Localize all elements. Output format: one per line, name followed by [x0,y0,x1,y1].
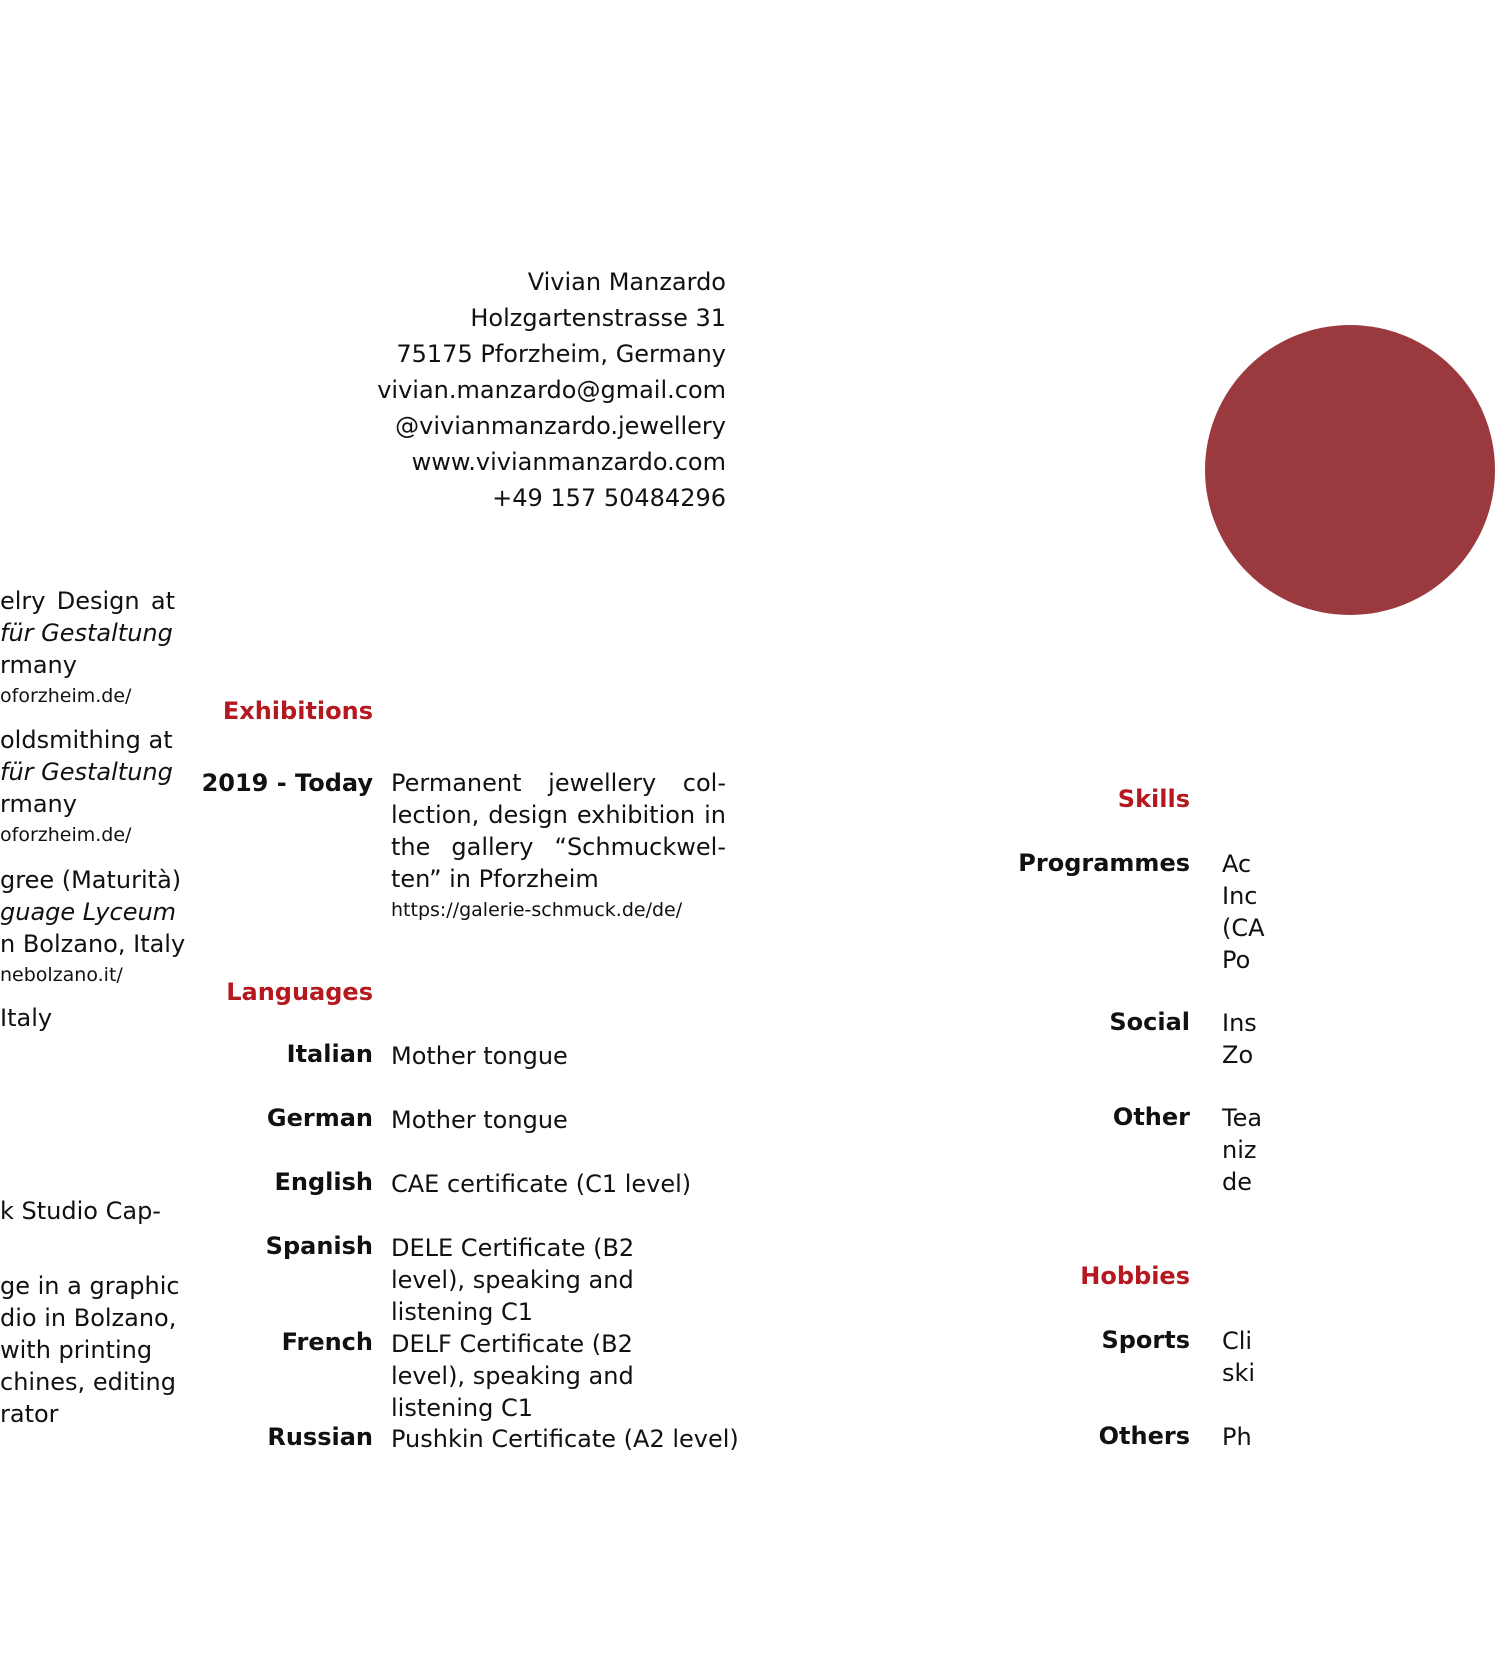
skills-other-line-1: Tea [1222,1104,1263,1132]
education-2-line-1: oldsmithing at [0,726,173,754]
language-english-level: CAE certificate (C1 level) [391,1170,692,1198]
hobbies-others-label: Others [1098,1422,1190,1450]
skills-other-line-3: de [1222,1168,1252,1196]
language-russian-level: Pushkin Certificate (A2 level) [391,1425,739,1453]
hobbies-sports-value [1222,1325,1256,1389]
work-title: k Studio Cap- [0,1197,161,1225]
language-german: German [266,1104,373,1132]
language-italian-level: Mother tongue [391,1042,568,1070]
profile-photo-circle [1205,325,1495,615]
skills-programmes-line-3: (CA [1222,914,1265,942]
skills-social-value [1222,1007,1257,1071]
education-4-line-1: Italy [0,1004,53,1032]
skills-social-line-2: Zo [1222,1041,1254,1069]
education-3-line-2: guage Lyceum [0,898,177,926]
education-fragment-2 [0,724,175,850]
language-italian: Italian [286,1040,373,1068]
skills-social-line-1: Ins [1222,1009,1257,1037]
education-1-line-1: elry Design at [0,587,175,615]
education-fragment-1 [0,585,175,711]
skills-other-label: Other [1112,1103,1190,1131]
contact-street: Holzgartenstrasse 31 [470,304,726,332]
contact-block [377,264,726,516]
exhibition-line-2: lection, design exhibition in [391,801,726,829]
skills-programmes-label: Programmes [1018,849,1190,877]
education-1-url[interactable]: oforzheim.de/ [0,685,132,707]
contact-instagram[interactable]: @vivianmanzardo.jewellery [395,412,726,440]
education-1-line-2: für Gestaltung [0,619,173,647]
education-2-url[interactable]: oforzheim.de/ [0,824,132,846]
language-french: French [281,1328,373,1356]
exhibition-description [391,767,726,925]
hobbies-heading: Hobbies [1080,1262,1190,1290]
contact-website[interactable]: www.vivianmanzardo.com [411,448,726,476]
exhibition-url[interactable]: https://galerie-schmuck.de/de/ [391,899,683,921]
work-description [0,1270,180,1430]
hobbies-sports-line-2: ski [1222,1359,1256,1387]
exhibitions-heading: Exhibitions [222,697,373,725]
skills-other-value [1222,1102,1263,1198]
work-desc-line-4: chines, editing [0,1368,177,1396]
hobbies-others-value [1222,1421,1252,1453]
education-3-url[interactable]: nebolzano.it/ [0,964,123,986]
languages-heading: Languages [226,978,373,1006]
contact-phone: +49 157 50484296 [492,484,726,512]
education-2-line-3: rmany [0,790,77,818]
skills-programmes-line-1: Ac [1222,850,1252,878]
contact-city: 75175 Pforzheim, Germany [396,340,726,368]
work-desc-line-3: with printing [0,1336,153,1364]
contact-name: Vivian Manzardo [527,268,726,296]
exhibition-period: 2019 - Today [201,769,373,797]
education-fragment-3 [0,864,186,990]
language-german-level: Mother tongue [391,1106,568,1134]
work-desc-line-2: dio in Bolzano, [0,1304,177,1332]
hobbies-sports-line-1: Cli [1222,1327,1253,1355]
work-fragment [0,1195,175,1227]
skills-programmes-value [1222,848,1265,976]
education-3-line-1: gree (Maturità) [0,866,182,894]
work-desc-line-1: ge in a graphic [0,1272,180,1300]
contact-email[interactable]: vivian.manzardo@gmail.com [377,376,726,404]
work-desc-line-5: rator [0,1400,59,1428]
education-fragment-4 [0,1002,52,1034]
education-1-line-3: rmany [0,651,77,679]
education-2-line-2: für Gestaltung [0,758,173,786]
skills-heading: Skills [1117,785,1190,813]
hobbies-sports-label: Sports [1101,1326,1190,1354]
exhibition-line-1: Permanent jewellery col- [391,769,726,797]
language-english: English [274,1168,373,1196]
language-russian: Russian [267,1423,373,1451]
exhibition-line-3: the gallery “Schmuckwel- [391,833,726,861]
skills-other-line-2: niz [1222,1136,1257,1164]
language-spanish: Spanish [265,1232,373,1260]
language-spanish-level: DELE Certificate (B2 level), speaking and listening C1 [391,1234,635,1326]
skills-programmes-line-4: Po [1222,946,1251,974]
language-french-level: DELF Certificate (B2 level), speaking and listening C1 [391,1330,634,1422]
exhibition-line-4: ten” in Pforzheim [391,865,599,893]
education-3-line-3: n Bolzano, Italy [0,930,186,958]
skills-programmes-line-2: Inc [1222,882,1258,910]
hobbies-others-line-1: Ph [1222,1423,1252,1451]
skills-social-label: Social [1109,1008,1190,1036]
